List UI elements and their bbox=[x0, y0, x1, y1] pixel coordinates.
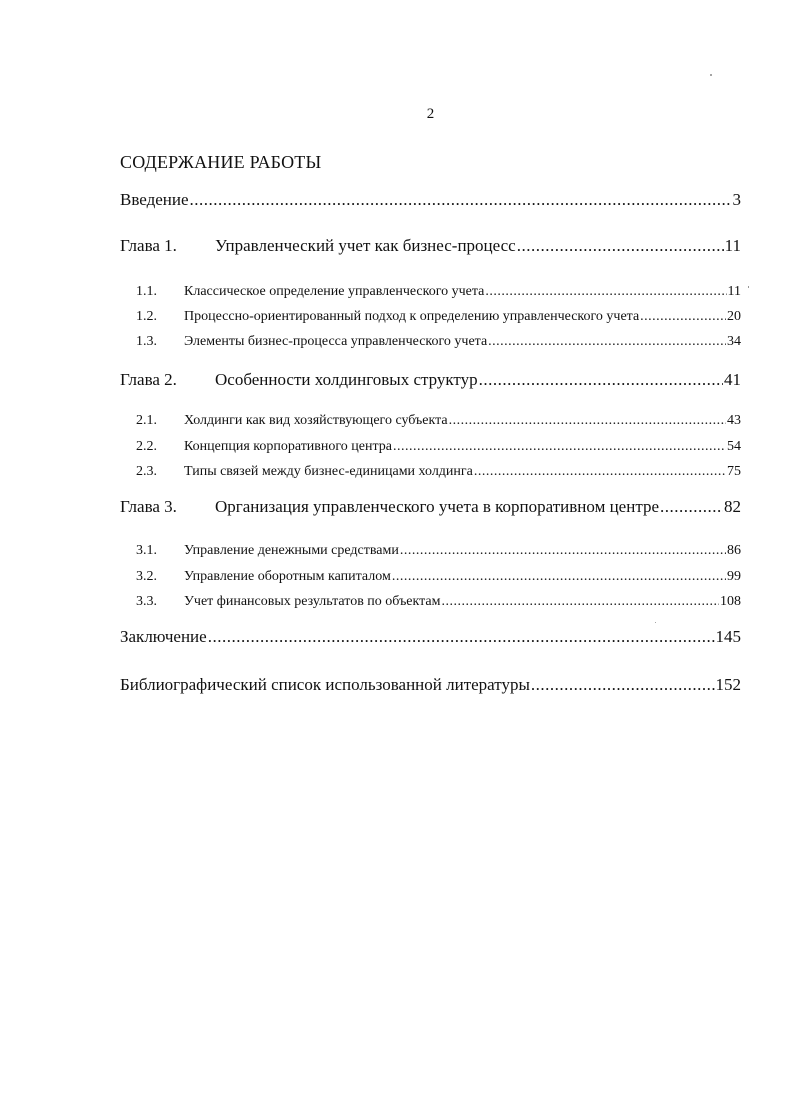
section-title: Концепция корпоративного центра bbox=[184, 439, 392, 454]
section-number: 2.3. bbox=[136, 464, 157, 479]
section-title: Управление денежными средствами bbox=[184, 543, 399, 558]
toc-entry-text: Введение bbox=[120, 190, 189, 209]
scan-speck bbox=[748, 286, 749, 288]
section-number: 1.3. bbox=[136, 334, 157, 349]
scan-speck bbox=[710, 74, 712, 76]
section-page: 43 bbox=[727, 413, 741, 428]
section-page: 75 bbox=[727, 464, 741, 479]
toc-chapter-3[interactable] bbox=[120, 497, 741, 517]
toc-section-3-1[interactable] bbox=[136, 543, 741, 559]
section-number: 1.1. bbox=[136, 284, 157, 299]
section-page: 86 bbox=[727, 543, 741, 558]
toc-chapter-2[interactable] bbox=[120, 370, 741, 390]
section-number: 2.2. bbox=[136, 439, 157, 454]
toc-section-2-2[interactable] bbox=[136, 439, 741, 455]
section-number: 2.1. bbox=[136, 413, 157, 428]
chapter-number: Глава 1. bbox=[120, 236, 177, 255]
dot-leader bbox=[474, 464, 726, 480]
chapter-title: Организация управленческого учета в корпоративном центре bbox=[215, 497, 660, 516]
section-number: 3.1. bbox=[136, 543, 157, 558]
dot-leader bbox=[485, 284, 726, 300]
toc-section-2-1[interactable] bbox=[136, 413, 741, 429]
section-page: 11 bbox=[727, 284, 741, 299]
toc-title: СОДЕРЖАНИЕ РАБОТЫ bbox=[120, 152, 322, 172]
section-title: Холдинги как вид хозяйствующего субъекта bbox=[184, 413, 448, 428]
section-title: Классическое определение управленческого учета bbox=[184, 284, 485, 299]
dot-leader bbox=[640, 309, 726, 325]
dot-leader bbox=[449, 413, 726, 429]
page-number: 2 bbox=[426, 106, 435, 122]
toc-section-3-2[interactable] bbox=[136, 569, 741, 585]
section-page: 54 bbox=[727, 439, 741, 454]
section-page: 99 bbox=[727, 569, 741, 584]
dot-leader bbox=[400, 543, 726, 559]
chapter-number: Глава 2. bbox=[120, 370, 177, 389]
dot-leader bbox=[392, 569, 726, 585]
section-title: Типы связей между бизнес-единицами холдинга bbox=[184, 464, 473, 479]
toc-entry-conclusion[interactable] bbox=[120, 627, 741, 647]
toc-entry-intro[interactable] bbox=[120, 190, 741, 210]
dot-leader bbox=[442, 594, 719, 610]
toc-entry-page: 145 bbox=[715, 627, 741, 646]
chapter-number: Глава 3. bbox=[120, 497, 177, 516]
chapter-title: Управленческий учет как бизнес-процесс bbox=[215, 236, 516, 255]
section-page: 20 bbox=[727, 309, 741, 324]
toc-section-2-3[interactable] bbox=[136, 464, 741, 480]
dot-leader bbox=[660, 497, 723, 517]
toc-entry-page: 152 bbox=[715, 675, 741, 694]
toc-chapter-1[interactable] bbox=[120, 236, 741, 256]
dot-leader bbox=[393, 439, 726, 455]
toc-section-1-1[interactable] bbox=[136, 284, 741, 300]
chapter-title: Особенности холдинговых структур bbox=[215, 370, 478, 389]
toc-entry-bibliography[interactable] bbox=[120, 675, 741, 695]
toc-entry-page: 3 bbox=[732, 190, 741, 209]
chapter-page: 41 bbox=[724, 370, 741, 389]
chapter-page: 11 bbox=[724, 236, 741, 255]
toc-section-3-3[interactable] bbox=[136, 594, 741, 610]
dot-leader bbox=[517, 236, 724, 256]
dot-leader bbox=[531, 675, 715, 695]
section-number: 1.2. bbox=[136, 309, 157, 324]
section-page: 34 bbox=[727, 334, 741, 349]
toc-entry-text: Библиографический список использованной литературы bbox=[120, 675, 530, 694]
section-title: Учет финансовых результатов по объектам bbox=[184, 594, 441, 609]
toc-entry-text: Заключение bbox=[120, 627, 207, 646]
section-title: Элементы бизнес-процесса управленческого учета bbox=[184, 334, 488, 349]
chapter-page: 82 bbox=[724, 497, 741, 516]
section-number: 3.2. bbox=[136, 569, 157, 584]
toc-section-1-3[interactable] bbox=[136, 334, 741, 350]
dot-leader bbox=[479, 370, 723, 390]
section-number: 3.3. bbox=[136, 594, 157, 609]
dot-leader bbox=[208, 627, 715, 647]
dot-leader bbox=[190, 190, 732, 210]
dot-leader bbox=[488, 334, 726, 350]
scan-speck bbox=[655, 622, 656, 623]
section-title: Управление оборотным капиталом bbox=[184, 569, 391, 584]
toc-section-1-2[interactable] bbox=[136, 309, 741, 325]
section-title: Процессно-ориентированный подход к определению управленческого учета bbox=[184, 309, 640, 324]
section-page: 108 bbox=[720, 594, 741, 609]
